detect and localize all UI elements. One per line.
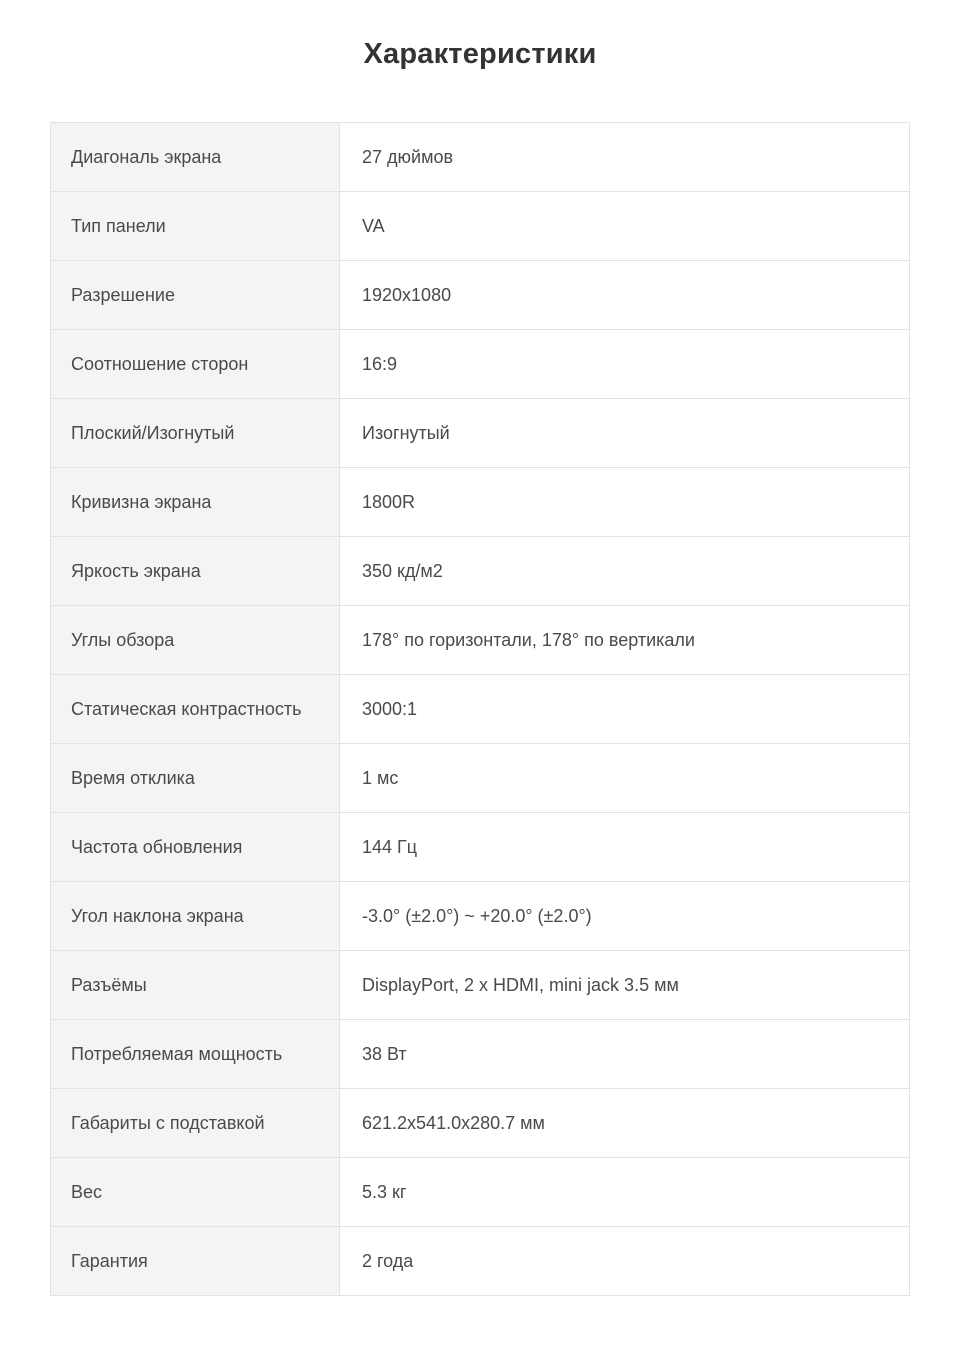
spec-value: 1920x1080 — [340, 261, 910, 330]
spec-value: 144 Гц — [340, 813, 910, 882]
spec-label: Плоский/Изогнутый — [51, 399, 340, 468]
spec-label: Кривизна экрана — [51, 468, 340, 537]
spec-value: 2 года — [340, 1227, 910, 1296]
spec-row — [51, 537, 910, 606]
spec-row — [51, 813, 910, 882]
spec-value: 1800R — [340, 468, 910, 537]
spec-row — [51, 1158, 910, 1227]
spec-row — [51, 468, 910, 537]
spec-row — [51, 744, 910, 813]
spec-row — [51, 192, 910, 261]
spec-label: Диагональ экрана — [51, 123, 340, 192]
spec-label: Угол наклона экрана — [51, 882, 340, 951]
spec-label: Разъёмы — [51, 951, 340, 1020]
spec-row — [51, 261, 910, 330]
spec-label: Яркость экрана — [51, 537, 340, 606]
spec-label: Соотношение сторон — [51, 330, 340, 399]
spec-row — [51, 123, 910, 192]
spec-row — [51, 1227, 910, 1296]
spec-value: 38 Вт — [340, 1020, 910, 1089]
spec-row — [51, 675, 910, 744]
spec-value: 1 мс — [340, 744, 910, 813]
page-title: Характеристики — [363, 38, 597, 70]
spec-value: 16:9 — [340, 330, 910, 399]
spec-value: 5.3 кг — [340, 1158, 910, 1227]
spec-value: 27 дюймов — [340, 123, 910, 192]
spec-row — [51, 951, 910, 1020]
specs-table — [50, 122, 910, 1296]
spec-label: Углы обзора — [51, 606, 340, 675]
spec-label: Габариты с подставкой — [51, 1089, 340, 1158]
spec-value: 621.2x541.0x280.7 мм — [340, 1089, 910, 1158]
spec-label: Время отклика — [51, 744, 340, 813]
spec-label: Разрешение — [51, 261, 340, 330]
spec-value: -3.0° (±2.0°) ~ +20.0° (±2.0°) — [340, 882, 910, 951]
spec-label: Статическая контрастность — [51, 675, 340, 744]
spec-value: DisplayPort, 2 x HDMI, mini jack 3.5 мм — [340, 951, 910, 1020]
spec-value: 350 кд/м2 — [340, 537, 910, 606]
spec-row — [51, 1020, 910, 1089]
spec-label: Вес — [51, 1158, 340, 1227]
spec-row — [51, 882, 910, 951]
spec-row — [51, 399, 910, 468]
spec-label: Потребляемая мощность — [51, 1020, 340, 1089]
spec-row — [51, 606, 910, 675]
spec-value: Изогнутый — [340, 399, 910, 468]
spec-label: Гарантия — [51, 1227, 340, 1296]
spec-label: Тип панели — [51, 192, 340, 261]
spec-value: VA — [340, 192, 910, 261]
spec-row — [51, 330, 910, 399]
spec-row — [51, 1089, 910, 1158]
spec-value: 3000:1 — [340, 675, 910, 744]
spec-value: 178° по горизонтали, 178° по вертикали — [340, 606, 910, 675]
spec-label: Частота обновления — [51, 813, 340, 882]
